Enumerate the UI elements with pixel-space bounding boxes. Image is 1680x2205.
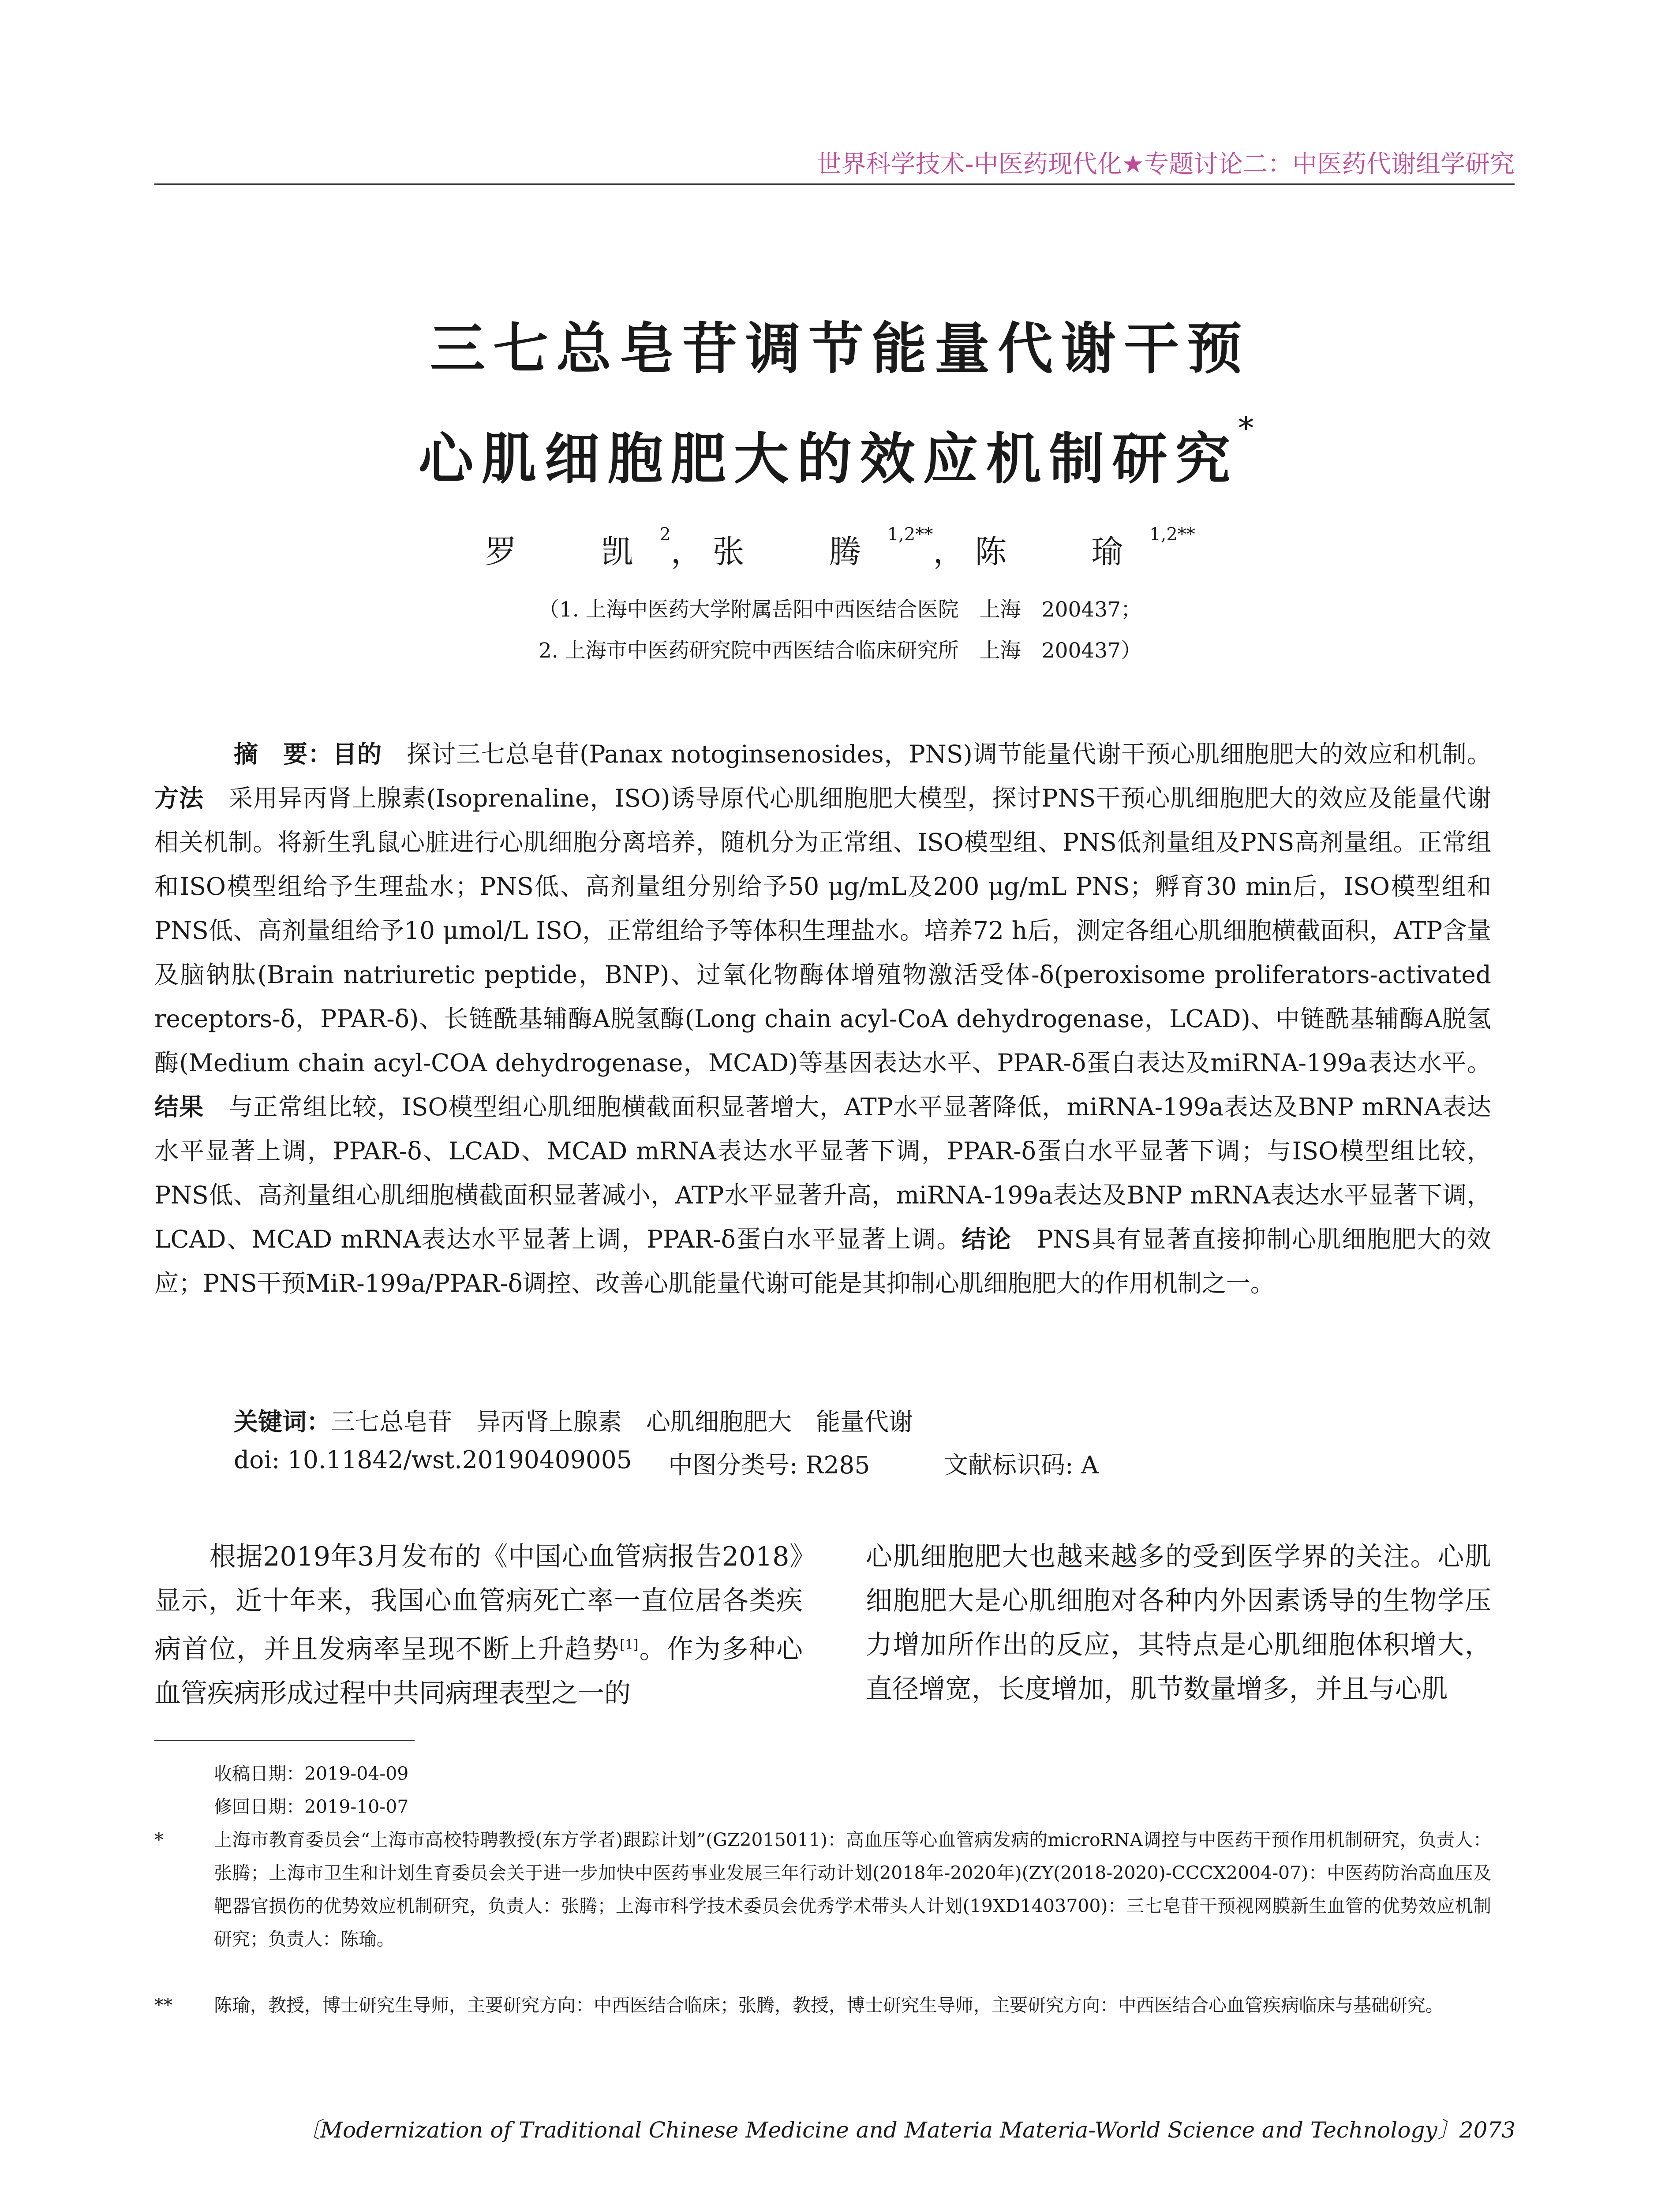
body-left-column: 根据2019年3月发布的《中国心血管病报告2018》显示，近十年来，我国心血管病死亡率一直位居各类疾病首位，并且发病率呈现不断上升趋势[1]。作为多种心血管疾病形成过程中共同病理表型之一的 <box>154 1541 803 1709</box>
document-code: 文献标识码: A <box>944 1451 1099 1479</box>
header-rule <box>154 183 1515 185</box>
keywords: 关键词：三七总皂苷 异丙肾上腺素 心肌细胞肥大 能量代谢 <box>234 1408 913 1436</box>
paper-title-line1: 三七总皂苷调节能量代谢干预 <box>430 317 1250 381</box>
correspondence-footnote: ** 陈瑜，教授，博士研究生导师，主要研究方向：中西医结合临床；张腾，教授，博士研究生导师，主要研究方向：中西医结合心血管疾病临床与基础研究。 <box>154 1989 1491 2022</box>
abstract: 摘 要：目的 探讨三七总皂苷(Panax notoginsenosides，PNS)调节能量代谢干预心肌细胞肥大的效应和机制。方法 采用异丙肾上腺素(Isoprenaline，ISO)诱导原代心肌细胞肥大模型，探讨PNS干预心肌细胞肥大的效应及能量代谢相关机制。将新生乳鼠心脏进行心肌细胞分离培养，随机分为正常组、ISO模型组、PNS低剂量组及PNS高剂量组。正常组和ISO模型组给予生理盐水；PNS低、高剂量组分别给予50 μg/mL及200 μg/mL PNS；孵育30 min后，ISO模型组和PNS低、高剂量组给予10 μmol/L ISO，正常组给予等体积生理盐水。培养72 h后，测定各组心肌细胞横截面积，ATP含量及脑钠肽(Brain natriuretic peptide，BNP)、过氧化物酶体增殖物激活受体-δ(peroxisome proliferators-activated receptors-δ，PPAR-δ)、长链酰基辅酶A脱氢酶(Long chain acyl-CoA dehydrogenase，LCAD)、中链酰基辅酶A脱氢酶(Medium chain acyl-COA dehydrogenase，MCAD)等基因表达水平、PPAR-δ蛋白表达及miRNA-199a表达水平。结果 与正常组比较，ISO模型组心肌细胞横截面积显著增大，ATP水平显著降低，miRNA-199a表达及BNP mRNA表达水平显著上调，PPAR-δ、LCAD、MCAD mRNA表达水平显著下调，PPAR-δ蛋白水平显著下调；与ISO模型组比较，PNS低、高剂量组心肌细胞横截面积显著减小，ATP水平显著升高，miRNA-199a表达及BNP mRNA表达水平显著下调，LCAD、MCAD mRNA表达水平显著上调，PPAR-δ蛋白水平显著上调。结论 PNS具有显著直接抑制心肌细胞肥大的效应；PNS干预MiR-199a/PPAR-δ调控、改善心肌能量代谢可能是其抑制心肌细胞肥大的作用机制之一。 <box>154 740 1491 1297</box>
funding-mark: * <box>154 1829 164 1850</box>
clc-number: 中图分类号: R285 <box>668 1451 870 1479</box>
body-right-column: 心肌细胞肥大也越来越多的受到医学界的关注。心肌细胞肥大是心肌细胞对各种内外因素诱导的生物学压力增加所作出的反应，其特点是心肌细胞体积增大，直径增宽，长度增加，肌节数量增多，并且与心肌 <box>866 1541 1491 1704</box>
footnote-rule <box>154 1740 415 1741</box>
title-footnote-mark: * <box>1238 410 1262 446</box>
affiliation-2: 2. 上海市中医药研究院中西医结合临床研究所 上海 200437） <box>538 639 1142 663</box>
funding-footnote: * 上海市教育委员会“上海市高校特聘教授(东方学者)跟踪计划”(GZ2015011)：高血压等心血管病发病的microRNA调控与中医药干预作用机制研究，负责人：张腾；上海市卫生和计划生育委员会关于进一步加快中医药事业发展三年行动计划(2018年-2020年)(ZY(2018-2020)-CCCX2004-07)：中医药防治高血压及靶器官损伤的优势效应机制研究，负责人：张腾；上海市科学技术委员会优秀学术带头人计划(19XD1403700)：三七皂苷干预视网膜新生血管的优势效应机制研究；负责人：陈瑜。 <box>154 1824 1491 1956</box>
correspondence-mark: ** <box>154 1995 172 2016</box>
paper-title-line2: 心肌细胞肥大的效应机制研究* <box>418 410 1262 491</box>
author-3: 陈 瑜 <box>975 533 1150 570</box>
page-footer: 〔Modernization of Traditional Chinese Medicine and Materia Materia-World Science and Technology〕2073 <box>298 2117 1515 2143</box>
reference-1: [1] <box>620 1637 639 1652</box>
doi: doi: 10.11842/wst.20190409005 <box>234 1446 632 1474</box>
affiliation-1: （1. 上海中医药大学附属岳阳中西医结合医院 上海 200437； <box>538 598 1142 622</box>
running-header: 世界科学技术-中医药现代化★专题讨论二：中医药代谢组学研究 <box>816 150 1515 179</box>
abstract-label: 摘 要： <box>234 740 333 768</box>
author-2: 张 腾 <box>712 533 887 570</box>
author-1: 罗 凯 <box>485 533 660 570</box>
revised-date: 修回日期：2019-10-07 <box>214 1796 409 1817</box>
author-list: 罗 凯$^2$， 张 腾$^{1,2**}$， 陈 瑜$^{1,2**}$ <box>485 524 1195 570</box>
received-date: 收稿日期：2019-04-09 <box>214 1763 409 1784</box>
